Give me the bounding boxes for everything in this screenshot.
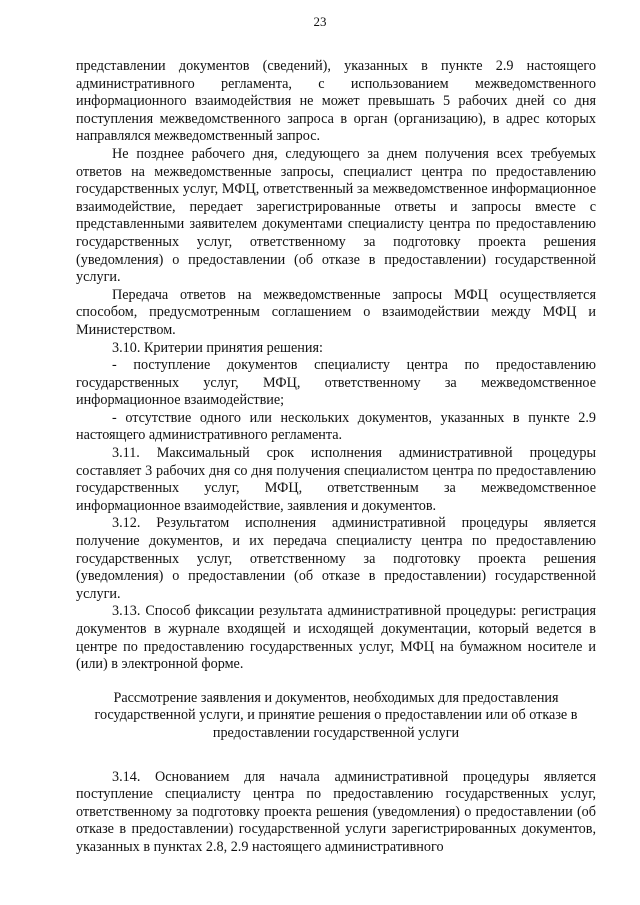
section-heading xyxy=(76,690,596,743)
paragraph: представлении документов (сведений), указанных в пункте 2.9 настоящего административного регламента, с использованием межведомственного информационного взаимодействия не может превышать 5 рабочих дней со дня поступления межведомственного запроса в орган (организацию), в адрес которых направлялся межведомственный запрос. xyxy=(76,58,596,145)
paragraph: 3.12. Результатом исполнения административной процедуры является получение документов, и их передача специалисту центра по предоставлению государственных услуг, ответственному за подготовку проекта решения (уведомления) о предоставлении (об отказе в предоставлении) государственной услуги. xyxy=(76,515,596,602)
paragraph: - отсутствие одного или нескольких документов, указанных в пункте 2.9 настоящего административного регламента. xyxy=(76,409,596,444)
paragraph: Не позднее рабочего дня, следующего за днем получения всех требуемых ответов на межведомственные запросы, специалист центра по предоставлению государственных услуг, МФЦ, ответственный за межведомственное информационное взаимодействие, передает зарегистрированные ответы и запросы вместе с представленными заявителем документами специалисту центра по предоставлению государственных услуг, ответственному за подготовку проекта решения (уведомления) о предоставлении (об отказе в предоставлении) государственной услуги. xyxy=(76,145,596,286)
section-heading-line: государственной услуги, и принятие решения о предоставлении или об отказе в xyxy=(94,707,578,724)
paragraph: Передача ответов на межведомственные запросы МФЦ осуществляется способом, предусмотренным соглашением о взаимодействии между МФЦ и Министерством. xyxy=(76,286,596,338)
paragraph: 3.13. Способ фиксации результата административной процедуры: регистрация документов в журнале входящей и исходящей документации, который ведется в центре по предоставлению государственных услуг, МФЦ на бумажном носителе и (или) в электронной форме. xyxy=(76,603,596,673)
paragraph: 3.10. Критерии принятия решения: xyxy=(112,339,323,356)
section-heading-line: предоставлении государственной услуги xyxy=(212,724,460,741)
section-heading-line: Рассмотрение заявления и документов, необходимых для предоставления xyxy=(113,689,559,706)
page-content xyxy=(76,58,596,857)
paragraphs-after-heading xyxy=(76,769,596,857)
paragraphs-before-heading xyxy=(76,58,596,674)
paragraph: 3.11. Максимальный срок исполнения административной процедуры составляет 3 рабочих дня со дня получения специалистом центра по предоставлению государственных услуг, МФЦ, ответственным за межведомственное информационное взаимодействие, заявления и документов. xyxy=(76,445,596,514)
page-number: 23 xyxy=(313,14,327,29)
paragraph: 3.14. Основанием для начала административной процедуры является поступление специалисту центра по предоставлению государственных услуг, ответственному за подготовку проекта решения (уведомления) о предоставлении (об отказе в предоставлении) государственной услуги зарегистрированных документов, указанных в пунктах 2.8, 2.9 настоящего административного xyxy=(76,768,596,855)
paragraph: - поступление документов специалисту центра по предоставлению государственных услуг, МФЦ, ответственному за межведомственное информационное взаимодействие; xyxy=(76,357,596,409)
